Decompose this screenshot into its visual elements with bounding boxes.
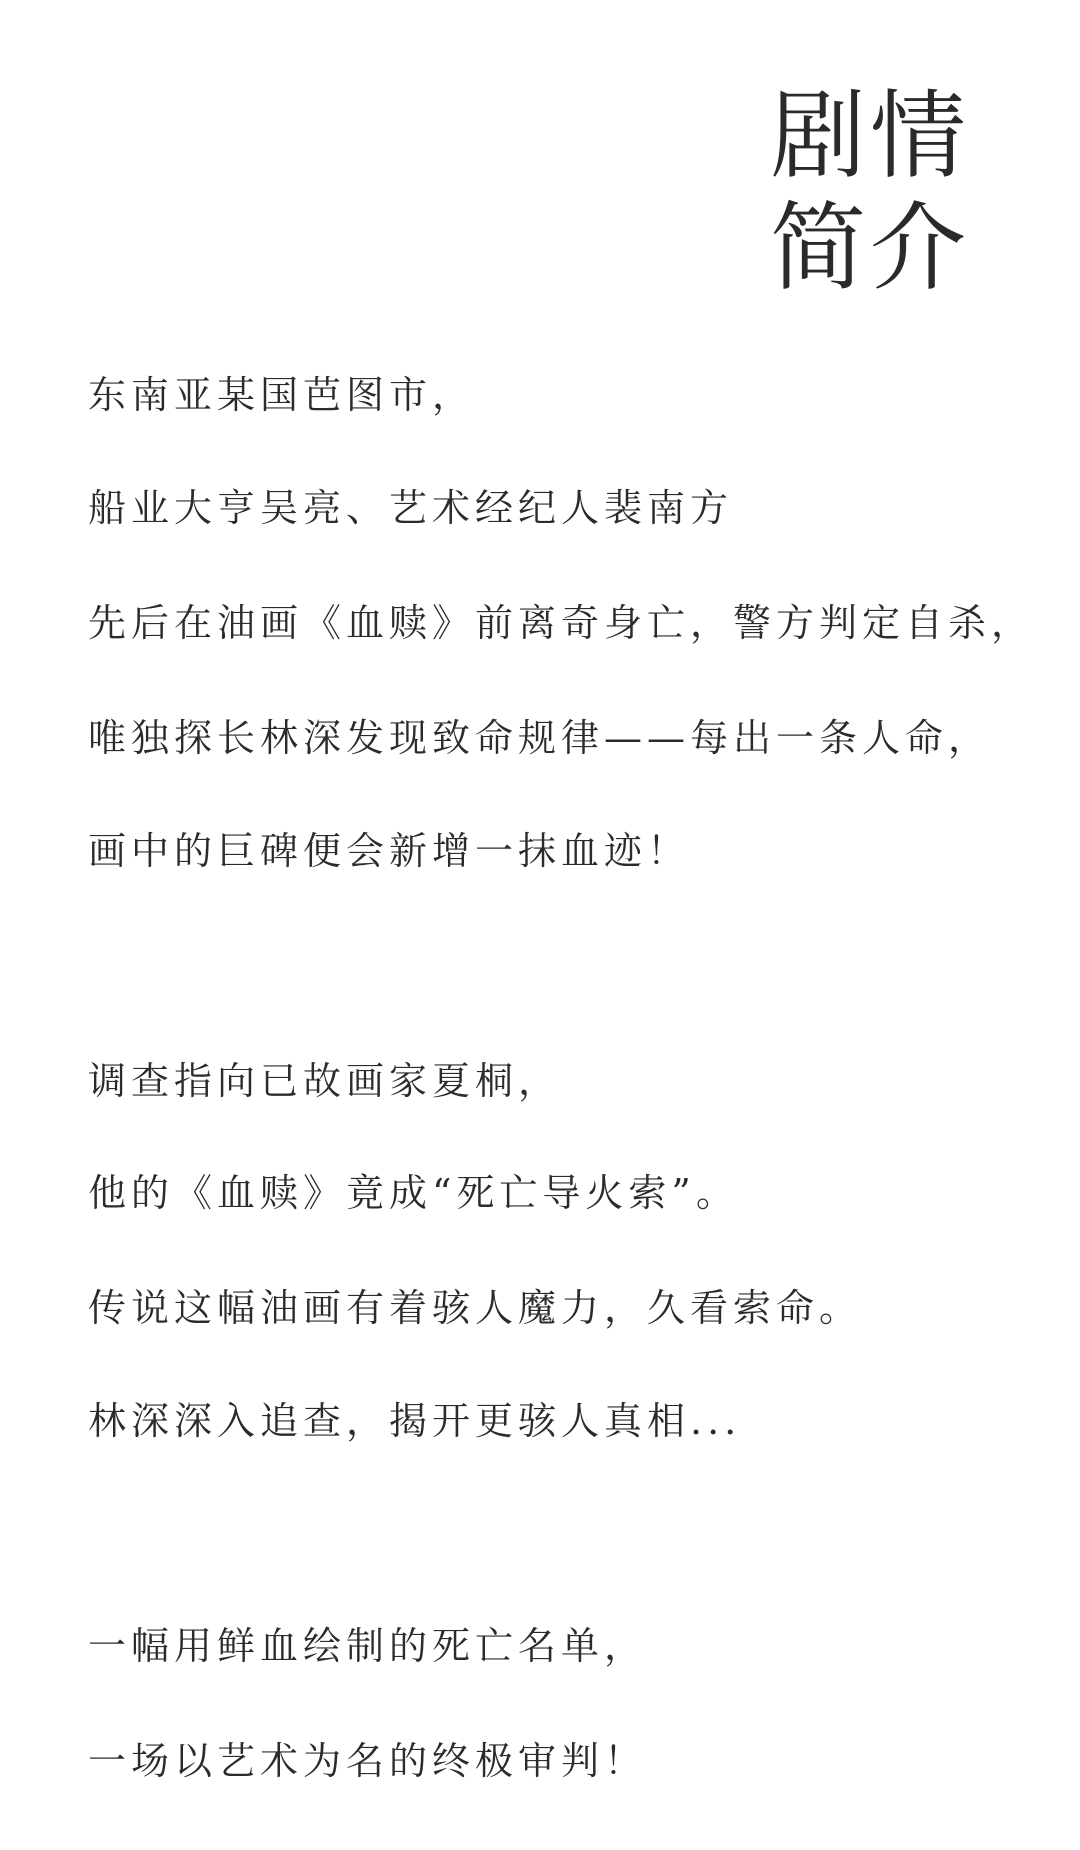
synopsis-line: 调查指向已故画家夏桐， — [88, 1059, 562, 1103]
synopsis-line: 一场以艺术为名的终极审判！ — [88, 1739, 648, 1783]
synopsis-line: 东南亚某国芭图市， — [88, 373, 476, 417]
page-title — [770, 80, 970, 304]
synopsis-line: 林深深入追查，揭开更骇人真相... — [88, 1399, 742, 1443]
synopsis-line: 他的《血赎》竟成“死亡导火索”。 — [88, 1171, 739, 1215]
page-title-line-1: 剧情 — [770, 80, 970, 192]
synopsis-line: 传说这幅油画有着骇人魔力，久看索命。 — [88, 1286, 863, 1330]
synopsis-line: 画中的巨碑便会新增一抹血迹！ — [88, 829, 691, 873]
synopsis-line: 唯独探长林深发现致命规律——每出一条人命， — [88, 716, 992, 760]
page-title-line-2: 简介 — [770, 192, 970, 304]
synopsis-line: 船业大亨吴亮、艺术经纪人裴南方 — [88, 486, 734, 530]
synopsis-line: 一幅用鲜血绘制的死亡名单， — [88, 1624, 648, 1668]
synopsis-line: 先后在油画《血赎》前离奇身亡，警方判定自杀， — [88, 601, 1035, 645]
